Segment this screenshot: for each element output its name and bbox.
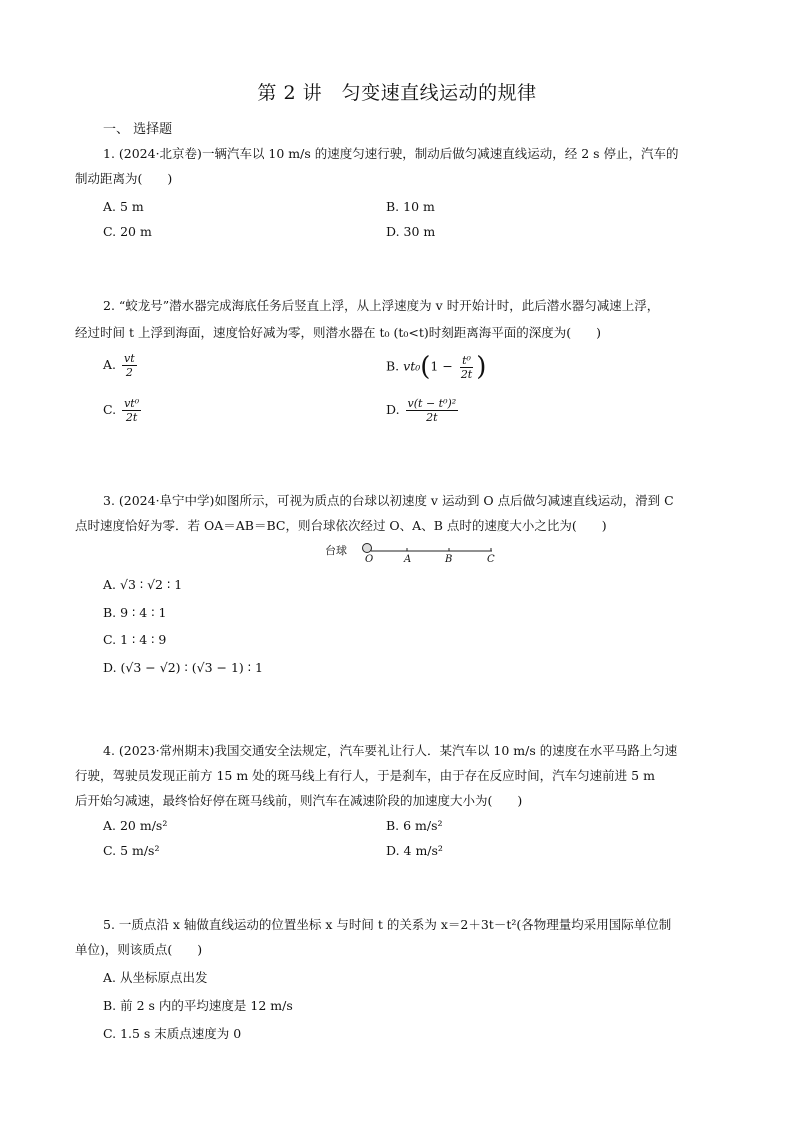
right-paren: )	[476, 352, 487, 382]
option-b: B. 6 m/s²	[386, 818, 443, 833]
question-text-line: 单位)，则该质点( )	[75, 942, 203, 957]
question-text-line: 点时速度恰好为零．若 OA＝AB＝BC，则台球依次经过 O、A、B 点时的速度大小之比为( )	[75, 518, 607, 533]
point-label-a: A	[404, 554, 412, 565]
option-d: D. 30 m	[386, 224, 436, 239]
left-paren: (	[420, 352, 431, 382]
denominator: 2t	[426, 411, 438, 424]
question-text-line: 1. (2024·北京卷)一辆汽车以 10 m/s 的速度匀速行驶，制动后做匀减速直线运动，经 2 s 停止，汽车的	[103, 146, 679, 161]
option-c: C. 20 m	[103, 224, 152, 239]
question-text-line: 4. (2023·常州期末)我国交通安全法规定，汽车要礼让行人．某汽车以 10 m/s 的速度在水平马路上匀速	[103, 743, 678, 758]
option-a: A. 从坐标原点出发	[103, 970, 208, 985]
option-b: B. 前 2 s 内的平均速度是 12 m/s	[103, 998, 293, 1013]
numerator: t⁰	[462, 353, 471, 367]
point-label-o: O	[365, 554, 374, 565]
question-text-line: 行驶，驾驶员发现正前方 15 m 处的斑马线上有行人，于是刹车，由于存在反应时间，汽车匀速前进 5 m	[75, 768, 655, 783]
question-text-line: 5. 一质点沿 x 轴做直线运动的位置坐标 x 与时间 t 的关系为 x＝2＋3t－t²(各物理量均采用国际单位制	[103, 917, 672, 932]
numerator: vt⁰	[124, 397, 140, 410]
fraction	[122, 352, 137, 379]
option-label: B.	[386, 358, 400, 374]
option-a: A. √3 ∶ √2 ∶ 1	[103, 577, 183, 592]
page-title: 第 2 讲 匀变速直线运动的规律	[257, 82, 537, 104]
fraction	[122, 397, 141, 424]
option-label: D.	[386, 402, 400, 417]
option-c: C. 1.5 s 末质点速度为 0	[103, 1026, 242, 1041]
fraction	[406, 397, 459, 424]
option-c: C. 5 m/s²	[103, 843, 160, 858]
denominator: 2t	[460, 367, 473, 381]
denominator: 2t	[125, 411, 138, 424]
question-text-line: 3. (2024·阜宁中学)如图所示，可视为质点的台球以初速度 v 运动到 O 点后做匀减速直线运动，滑到 C	[103, 493, 674, 508]
option-b	[386, 352, 486, 382]
numerator: vt	[124, 352, 135, 365]
question-text-line: 经过时间 t 上浮到海面，速度恰好减为零，则潜水器在 t₀ (t₀<t)时刻距离海平面的深度为( )	[75, 325, 601, 340]
point-label-c: C	[487, 554, 495, 565]
option-c	[103, 397, 143, 424]
option-a	[103, 352, 139, 379]
option-c: C. 1 ∶ 4 ∶ 9	[103, 632, 167, 647]
option-label: C.	[103, 402, 117, 417]
option-d	[386, 397, 460, 424]
fraction	[459, 354, 474, 381]
option-b: B. 9 ∶ 4 ∶ 1	[103, 605, 167, 620]
option-d: D. 4 m/s²	[386, 843, 443, 858]
denominator: 2	[125, 366, 133, 379]
point-label-b: B	[445, 554, 453, 565]
option-label: A.	[103, 357, 117, 372]
question-text-line: 2. “蛟龙号”潜水器完成海底任务后竖直上浮，从上浮速度为 v 时开始计时，此后潜水器匀减速上浮，	[103, 298, 660, 313]
billiard-figure	[322, 539, 502, 569]
numerator: v(t − t⁰)²	[407, 397, 457, 410]
figure-diagram	[322, 539, 502, 569]
option-b: B. 10 m	[386, 199, 435, 214]
expression-term: 1 −	[430, 358, 453, 374]
option-a: A. 5 m	[103, 199, 144, 214]
option-a: A. 20 m/s²	[103, 818, 168, 833]
question-text-line: 后开始匀减速，最终恰好停在斑马线前，则汽车在减速阶段的加速度大小为( )	[75, 793, 523, 808]
question-text-line: 制动距离为( )	[75, 171, 173, 186]
ball-label: 台球	[325, 544, 347, 557]
option-d: D. (√3 − √2) ∶ (√3 − 1) ∶ 1	[103, 660, 263, 675]
expression-prefix: vt₀	[403, 358, 421, 374]
section-heading: 一、 选择题	[103, 122, 173, 137]
ball-icon	[363, 544, 372, 553]
